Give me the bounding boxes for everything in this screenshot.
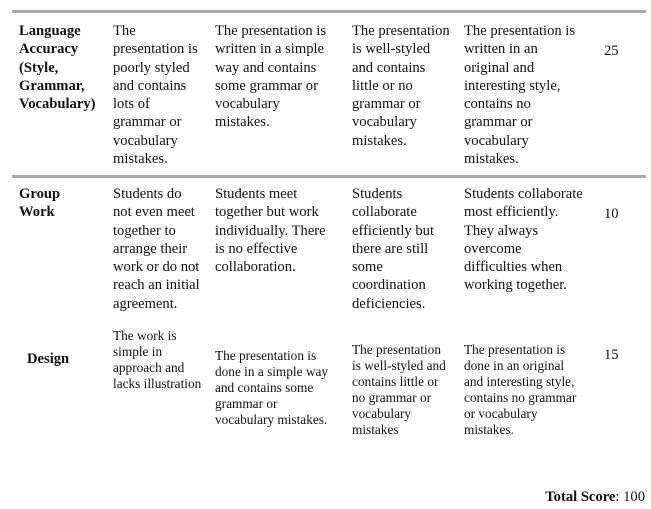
- table-row-design: [12, 328, 646, 468]
- level-3-description: Students collaborate efficiently but there are still some coordination deficiencies.: [352, 186, 434, 312]
- level-1-description: The presentation is poorly styled and contains lots of grammar or vocabulary mistakes.: [113, 23, 198, 168]
- level-4-description: The presentation is written in an original and interesting style, contains no grammar or vocabulary mistakes.: [464, 23, 576, 168]
- table-row-language-accuracy: [12, 13, 646, 175]
- level-1-description: The work is simple in approach and lacks illustration: [113, 328, 202, 391]
- total-score: [545, 489, 645, 506]
- criterion-label: Design: [27, 351, 70, 367]
- level-2-description: The presentation is written in a simple way and contains some grammar or vocabulary mistakes.: [215, 23, 327, 131]
- total-score-value: : 100: [615, 489, 645, 505]
- table-row-group-work: [12, 178, 646, 328]
- level-4-description: Students collaborate most efficiently. They always overcome difficulties when working together.: [464, 186, 583, 294]
- score-value: 25: [604, 43, 619, 59]
- level-4-description: The presentation is done in an original and interesting style, contains no grammar or vocabulary mistakes.: [464, 342, 577, 437]
- level-2-description: Students meet together but work individually. There is no effective collaboration.: [215, 186, 326, 276]
- level-3-description: The presentation is well-styled and contains little or no grammar or vocabulary mistakes: [352, 342, 446, 437]
- level-2-description: The presentation is done in a simple way and contains some grammar or vocabulary mistakes.: [215, 348, 328, 427]
- score-value: 10: [604, 206, 619, 222]
- level-1-description: Students do not even meet together to arrange their work or do not reach an initial agreement.: [113, 186, 200, 312]
- level-3-description: The presentation is well-styled and contains little or no grammar or vocabulary mistakes.: [352, 23, 450, 149]
- score-value: 15: [604, 347, 619, 363]
- rubric-table: [12, 10, 646, 468]
- criterion-label: Language Accuracy (Style, Grammar, Vocabulary): [19, 23, 96, 113]
- criterion-label: Group Work: [19, 186, 61, 221]
- total-score-label: Total Score: [545, 489, 616, 505]
